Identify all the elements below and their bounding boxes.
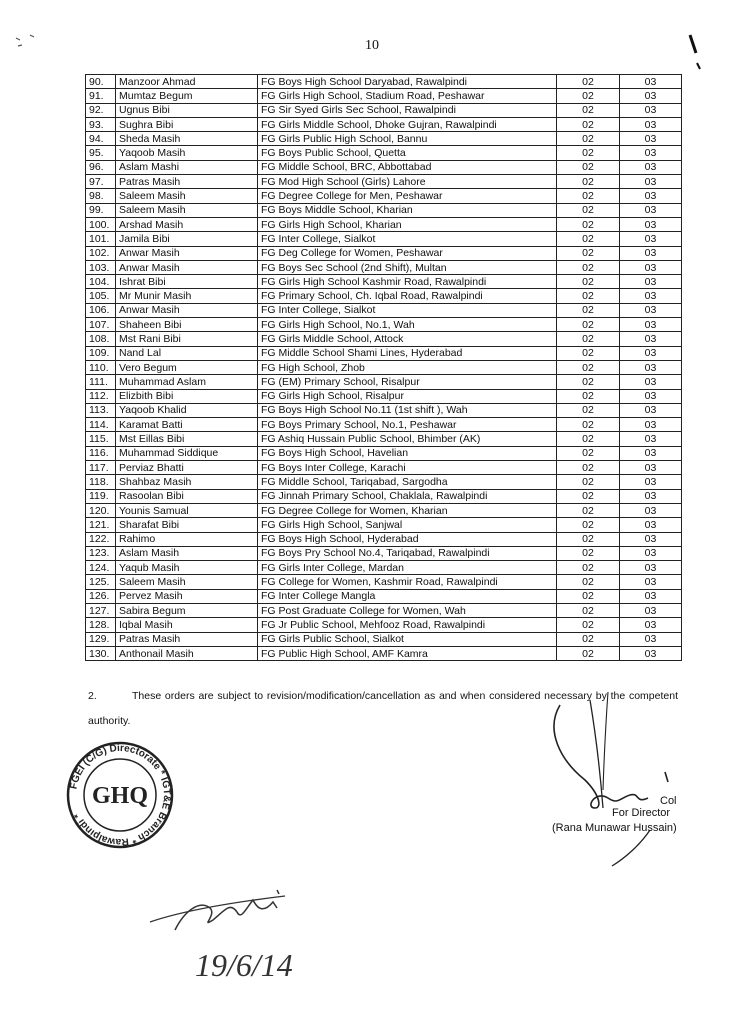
table-row bbox=[86, 532, 682, 546]
column-a-cell: 02 bbox=[557, 618, 620, 632]
initials-date: 19/6/14 bbox=[195, 947, 293, 983]
school-cell: FG Girls Inter College, Mardan bbox=[258, 561, 557, 575]
column-a-cell: 02 bbox=[557, 532, 620, 546]
serial-number-cell: 99. bbox=[86, 203, 116, 217]
school-cell: FG Girls Middle School, Attock bbox=[258, 332, 557, 346]
serial-number-cell: 130. bbox=[86, 646, 116, 660]
school-cell: FG Ashiq Hussain Public School, Bhimber (AK) bbox=[258, 432, 557, 446]
serial-number-cell: 107. bbox=[86, 318, 116, 332]
signatory-rank: Col bbox=[660, 795, 677, 807]
table-row bbox=[86, 89, 682, 103]
column-a-cell: 02 bbox=[557, 318, 620, 332]
school-cell: FG Girls High School, Sanjwal bbox=[258, 518, 557, 532]
name-cell: Nand Lal bbox=[116, 346, 258, 360]
column-a-cell: 02 bbox=[557, 332, 620, 346]
serial-number-cell: 109. bbox=[86, 346, 116, 360]
name-cell: Mst Eillas Bibi bbox=[116, 432, 258, 446]
serial-number-cell: 125. bbox=[86, 575, 116, 589]
school-cell: FG College for Women, Kashmir Road, Rawalpindi bbox=[258, 575, 557, 589]
school-cell: FG Boys Sec School (2nd Shift), Multan bbox=[258, 260, 557, 274]
school-cell: FG Post Graduate College for Women, Wah bbox=[258, 603, 557, 617]
column-a-cell: 02 bbox=[557, 418, 620, 432]
table-row bbox=[86, 289, 682, 303]
school-cell: FG Degree College for Women, Kharian bbox=[258, 503, 557, 517]
serial-number-cell: 114. bbox=[86, 418, 116, 432]
staff-table bbox=[85, 74, 682, 661]
school-cell: FG Girls Public High School, Bannu bbox=[258, 132, 557, 146]
column-b-cell: 03 bbox=[620, 546, 682, 560]
serial-number-cell: 104. bbox=[86, 275, 116, 289]
name-cell: Sabira Begum bbox=[116, 603, 258, 617]
school-cell: FG Boys High School No.11 (1st shift ), Wah bbox=[258, 403, 557, 417]
name-cell: Patras Masih bbox=[116, 175, 258, 189]
stamp-center-text: GHQ bbox=[91, 783, 149, 809]
school-cell: FG Girls High School, Kharian bbox=[258, 217, 557, 231]
serial-number-cell: 112. bbox=[86, 389, 116, 403]
column-b-cell: 03 bbox=[620, 103, 682, 117]
column-a-cell: 02 bbox=[557, 75, 620, 89]
column-b-cell: 03 bbox=[620, 532, 682, 546]
column-b-cell: 03 bbox=[620, 275, 682, 289]
serial-number-cell: 96. bbox=[86, 160, 116, 174]
column-a-cell: 02 bbox=[557, 561, 620, 575]
name-cell: Yaqub Masih bbox=[116, 561, 258, 575]
serial-number-cell: 98. bbox=[86, 189, 116, 203]
name-cell: Mumtaz Begum bbox=[116, 89, 258, 103]
serial-number-cell: 106. bbox=[86, 303, 116, 317]
table-row bbox=[86, 546, 682, 560]
school-cell: FG Girls High School Kashmir Road, Rawalpindi bbox=[258, 275, 557, 289]
column-a-cell: 02 bbox=[557, 232, 620, 246]
name-cell: Saleem Masih bbox=[116, 203, 258, 217]
column-b-cell: 03 bbox=[620, 246, 682, 260]
table-row bbox=[86, 432, 682, 446]
name-cell: Anwar Masih bbox=[116, 303, 258, 317]
page-number: 10 bbox=[365, 38, 379, 53]
table-row bbox=[86, 475, 682, 489]
column-b-cell: 03 bbox=[620, 189, 682, 203]
school-cell: FG Middle School Shami Lines, Hyderabad bbox=[258, 346, 557, 360]
school-cell: FG Deg College for Women, Peshawar bbox=[258, 246, 557, 260]
school-cell: FG Girls Middle School, Dhoke Gujran, Rawalpindi bbox=[258, 117, 557, 131]
table-row bbox=[86, 260, 682, 274]
school-cell: FG Girls High School, Risalpur bbox=[258, 389, 557, 403]
column-b-cell: 03 bbox=[620, 418, 682, 432]
serial-number-cell: 121. bbox=[86, 518, 116, 532]
school-cell: FG Jr Public School, Mehfooz Road, Rawalpindi bbox=[258, 618, 557, 632]
table-row bbox=[86, 160, 682, 174]
table-row bbox=[86, 75, 682, 89]
column-b-cell: 03 bbox=[620, 346, 682, 360]
school-cell: FG Boys Primary School, No.1, Peshawar bbox=[258, 418, 557, 432]
school-cell: FG Boys High School, Hyderabad bbox=[258, 532, 557, 546]
school-cell: FG Boys Middle School, Kharian bbox=[258, 203, 557, 217]
serial-number-cell: 105. bbox=[86, 289, 116, 303]
column-b-cell: 03 bbox=[620, 389, 682, 403]
column-a-cell: 02 bbox=[557, 632, 620, 646]
column-a-cell: 02 bbox=[557, 146, 620, 160]
column-a-cell: 02 bbox=[557, 360, 620, 374]
column-b-cell: 03 bbox=[620, 575, 682, 589]
column-b-cell: 03 bbox=[620, 403, 682, 417]
table-row bbox=[86, 389, 682, 403]
name-cell: Anwar Masih bbox=[116, 246, 258, 260]
column-b-cell: 03 bbox=[620, 589, 682, 603]
table-row bbox=[86, 418, 682, 432]
school-cell: FG Inter College Mangla bbox=[258, 589, 557, 603]
column-a-cell: 02 bbox=[557, 489, 620, 503]
name-cell: Younis Samual bbox=[116, 503, 258, 517]
column-b-cell: 03 bbox=[620, 289, 682, 303]
school-cell: FG Girls High School, No.1, Wah bbox=[258, 318, 557, 332]
handwritten-signature bbox=[540, 690, 690, 870]
name-cell: Ishrat Bibi bbox=[116, 275, 258, 289]
school-cell: FG Degree College for Men, Peshawar bbox=[258, 189, 557, 203]
serial-number-cell: 103. bbox=[86, 260, 116, 274]
serial-number-cell: 97. bbox=[86, 175, 116, 189]
school-cell: FG Inter College, Sialkot bbox=[258, 232, 557, 246]
name-cell: Saleem Masih bbox=[116, 189, 258, 203]
column-a-cell: 02 bbox=[557, 518, 620, 532]
paragraph-number: 2. bbox=[88, 690, 97, 702]
serial-number-cell: 101. bbox=[86, 232, 116, 246]
serial-number-cell: 129. bbox=[86, 632, 116, 646]
ghq-stamp-seal bbox=[60, 740, 180, 850]
table-row bbox=[86, 632, 682, 646]
name-cell: Patras Masih bbox=[116, 632, 258, 646]
serial-number-cell: 94. bbox=[86, 132, 116, 146]
column-a-cell: 02 bbox=[557, 289, 620, 303]
column-a-cell: 02 bbox=[557, 389, 620, 403]
serial-number-cell: 116. bbox=[86, 446, 116, 460]
scan-speck bbox=[10, 30, 40, 55]
column-b-cell: 03 bbox=[620, 646, 682, 660]
column-a-cell: 02 bbox=[557, 375, 620, 389]
table-row bbox=[86, 117, 682, 131]
column-b-cell: 03 bbox=[620, 360, 682, 374]
name-cell: Iqbal Masih bbox=[116, 618, 258, 632]
table-row bbox=[86, 132, 682, 146]
name-cell: Saleem Masih bbox=[116, 575, 258, 589]
column-a-cell: 02 bbox=[557, 475, 620, 489]
name-cell: Muhammad Aslam bbox=[116, 375, 258, 389]
column-b-cell: 03 bbox=[620, 203, 682, 217]
column-b-cell: 03 bbox=[620, 618, 682, 632]
school-cell: FG Boys Inter College, Karachi bbox=[258, 461, 557, 475]
column-a-cell: 02 bbox=[557, 646, 620, 660]
column-a-cell: 02 bbox=[557, 217, 620, 231]
name-cell: Jamila Bibi bbox=[116, 232, 258, 246]
column-b-cell: 03 bbox=[620, 318, 682, 332]
column-a-cell: 02 bbox=[557, 160, 620, 174]
serial-number-cell: 110. bbox=[86, 360, 116, 374]
signatory-name: (Rana Munawar Hussain) bbox=[552, 822, 677, 834]
column-a-cell: 02 bbox=[557, 103, 620, 117]
column-b-cell: 03 bbox=[620, 332, 682, 346]
table-row bbox=[86, 303, 682, 317]
column-a-cell: 02 bbox=[557, 446, 620, 460]
column-b-cell: 03 bbox=[620, 117, 682, 131]
column-a-cell: 02 bbox=[557, 303, 620, 317]
serial-number-cell: 122. bbox=[86, 532, 116, 546]
staff-table-body bbox=[86, 75, 682, 661]
table-row bbox=[86, 403, 682, 417]
name-cell: Anwar Masih bbox=[116, 260, 258, 274]
serial-number-cell: 124. bbox=[86, 561, 116, 575]
column-b-cell: 03 bbox=[620, 489, 682, 503]
name-cell: Anthonail Masih bbox=[116, 646, 258, 660]
table-row bbox=[86, 375, 682, 389]
name-cell: Yaqoob Khalid bbox=[116, 403, 258, 417]
column-b-cell: 03 bbox=[620, 232, 682, 246]
table-row bbox=[86, 246, 682, 260]
column-a-cell: 02 bbox=[557, 132, 620, 146]
table-row bbox=[86, 461, 682, 475]
school-cell: FG Sir Syed Girls Sec School, Rawalpindi bbox=[258, 103, 557, 117]
signatory-for-line: For Director bbox=[612, 807, 671, 819]
column-a-cell: 02 bbox=[557, 89, 620, 103]
column-a-cell: 02 bbox=[557, 403, 620, 417]
serial-number-cell: 120. bbox=[86, 503, 116, 517]
table-row bbox=[86, 561, 682, 575]
column-a-cell: 02 bbox=[557, 461, 620, 475]
name-cell: Pervez Masih bbox=[116, 589, 258, 603]
column-a-cell: 02 bbox=[557, 175, 620, 189]
school-cell: FG Girls High School, Stadium Road, Peshawar bbox=[258, 89, 557, 103]
column-b-cell: 03 bbox=[620, 632, 682, 646]
serial-number-cell: 91. bbox=[86, 89, 116, 103]
serial-number-cell: 118. bbox=[86, 475, 116, 489]
column-a-cell: 02 bbox=[557, 575, 620, 589]
name-cell: Manzoor Ahmad bbox=[116, 75, 258, 89]
table-row bbox=[86, 646, 682, 660]
table-row bbox=[86, 618, 682, 632]
scan-mark bbox=[680, 25, 710, 85]
table-row bbox=[86, 332, 682, 346]
column-b-cell: 03 bbox=[620, 561, 682, 575]
column-b-cell: 03 bbox=[620, 461, 682, 475]
column-b-cell: 03 bbox=[620, 89, 682, 103]
name-cell: Vero Begum bbox=[116, 360, 258, 374]
column-b-cell: 03 bbox=[620, 375, 682, 389]
stamp-ring-text: FGEI (C/G) Directorate * IGT&E Branch * Rawalpindi * bbox=[68, 742, 173, 848]
serial-number-cell: 119. bbox=[86, 489, 116, 503]
table-row bbox=[86, 503, 682, 517]
name-cell: Aslam Masih bbox=[116, 546, 258, 560]
column-b-cell: 03 bbox=[620, 75, 682, 89]
column-b-cell: 03 bbox=[620, 160, 682, 174]
name-cell: Elizbith Bibi bbox=[116, 389, 258, 403]
column-a-cell: 02 bbox=[557, 246, 620, 260]
column-a-cell: 02 bbox=[557, 589, 620, 603]
table-row bbox=[86, 175, 682, 189]
column-b-cell: 03 bbox=[620, 175, 682, 189]
serial-number-cell: 108. bbox=[86, 332, 116, 346]
table-row bbox=[86, 575, 682, 589]
column-b-cell: 03 bbox=[620, 303, 682, 317]
table-row bbox=[86, 275, 682, 289]
column-b-cell: 03 bbox=[620, 432, 682, 446]
name-cell: Karamat Batti bbox=[116, 418, 258, 432]
school-cell: FG High School, Zhob bbox=[258, 360, 557, 374]
column-a-cell: 02 bbox=[557, 260, 620, 274]
name-cell: Aslam Mashi bbox=[116, 160, 258, 174]
name-cell: Mst Rani Bibi bbox=[116, 332, 258, 346]
column-a-cell: 02 bbox=[557, 346, 620, 360]
name-cell: Sharafat Bibi bbox=[116, 518, 258, 532]
column-b-cell: 03 bbox=[620, 217, 682, 231]
table-row bbox=[86, 146, 682, 160]
table-row bbox=[86, 318, 682, 332]
name-cell: Arshad Masih bbox=[116, 217, 258, 231]
paragraph-text: These orders are subject to revision/modification/cancellation as and when considered necessary by the competent authority. bbox=[88, 690, 678, 727]
serial-number-cell: 90. bbox=[86, 75, 116, 89]
column-a-cell: 02 bbox=[557, 546, 620, 560]
serial-number-cell: 128. bbox=[86, 618, 116, 632]
serial-number-cell: 95. bbox=[86, 146, 116, 160]
name-cell: Sughra Bibi bbox=[116, 117, 258, 131]
serial-number-cell: 113. bbox=[86, 403, 116, 417]
table-row bbox=[86, 346, 682, 360]
column-a-cell: 02 bbox=[557, 203, 620, 217]
column-a-cell: 02 bbox=[557, 189, 620, 203]
serial-number-cell: 100. bbox=[86, 217, 116, 231]
column-b-cell: 03 bbox=[620, 475, 682, 489]
serial-number-cell: 115. bbox=[86, 432, 116, 446]
school-cell: FG Boys Pry School No.4, Tariqabad, Rawalpindi bbox=[258, 546, 557, 560]
school-cell: FG Boys Public School, Quetta bbox=[258, 146, 557, 160]
school-cell: FG Boys High School Daryabad, Rawalpindi bbox=[258, 75, 557, 89]
table-row bbox=[86, 603, 682, 617]
serial-number-cell: 111. bbox=[86, 375, 116, 389]
school-cell: FG Girls Public School, Sialkot bbox=[258, 632, 557, 646]
column-b-cell: 03 bbox=[620, 503, 682, 517]
serial-number-cell: 92. bbox=[86, 103, 116, 117]
column-a-cell: 02 bbox=[557, 432, 620, 446]
table-row bbox=[86, 589, 682, 603]
column-b-cell: 03 bbox=[620, 446, 682, 460]
column-a-cell: 02 bbox=[557, 117, 620, 131]
table-row bbox=[86, 103, 682, 117]
name-cell: Shahbaz Masih bbox=[116, 475, 258, 489]
school-cell: FG Jinnah Primary School, Chaklala, Rawalpindi bbox=[258, 489, 557, 503]
serial-number-cell: 117. bbox=[86, 461, 116, 475]
school-cell: FG (EM) Primary School, Risalpur bbox=[258, 375, 557, 389]
school-cell: FG Public High School, AMF Kamra bbox=[258, 646, 557, 660]
table-row bbox=[86, 360, 682, 374]
school-cell: FG Inter College, Sialkot bbox=[258, 303, 557, 317]
name-cell: Yaqoob Masih bbox=[116, 146, 258, 160]
table-row bbox=[86, 203, 682, 217]
serial-number-cell: 102. bbox=[86, 246, 116, 260]
name-cell: Ugnus Bibi bbox=[116, 103, 258, 117]
column-a-cell: 02 bbox=[557, 503, 620, 517]
table-row bbox=[86, 446, 682, 460]
table-row bbox=[86, 189, 682, 203]
name-cell: Sheda Masih bbox=[116, 132, 258, 146]
serial-number-cell: 123. bbox=[86, 546, 116, 560]
column-b-cell: 03 bbox=[620, 146, 682, 160]
name-cell: Rahimo bbox=[116, 532, 258, 546]
column-b-cell: 03 bbox=[620, 260, 682, 274]
column-b-cell: 03 bbox=[620, 518, 682, 532]
column-a-cell: 02 bbox=[557, 275, 620, 289]
name-cell: Shaheen Bibi bbox=[116, 318, 258, 332]
table-row bbox=[86, 518, 682, 532]
serial-number-cell: 126. bbox=[86, 589, 116, 603]
name-cell: Mr Munir Masih bbox=[116, 289, 258, 303]
name-cell: Rasoolan Bibi bbox=[116, 489, 258, 503]
column-b-cell: 03 bbox=[620, 132, 682, 146]
handwritten-initials-and-date bbox=[145, 880, 345, 990]
serial-number-cell: 93. bbox=[86, 117, 116, 131]
school-cell: FG Middle School, BRC, Abbottabad bbox=[258, 160, 557, 174]
table-row bbox=[86, 217, 682, 231]
school-cell: FG Primary School, Ch. Iqbal Road, Rawalpindi bbox=[258, 289, 557, 303]
school-cell: FG Middle School, Tariqabad, Sargodha bbox=[258, 475, 557, 489]
school-cell: FG Mod High School (Girls) Lahore bbox=[258, 175, 557, 189]
column-b-cell: 03 bbox=[620, 603, 682, 617]
table-row bbox=[86, 232, 682, 246]
serial-number-cell: 127. bbox=[86, 603, 116, 617]
name-cell: Muhammad Siddique bbox=[116, 446, 258, 460]
column-a-cell: 02 bbox=[557, 603, 620, 617]
table-row bbox=[86, 489, 682, 503]
name-cell: Perviaz Bhatti bbox=[116, 461, 258, 475]
school-cell: FG Boys High School, Havelian bbox=[258, 446, 557, 460]
